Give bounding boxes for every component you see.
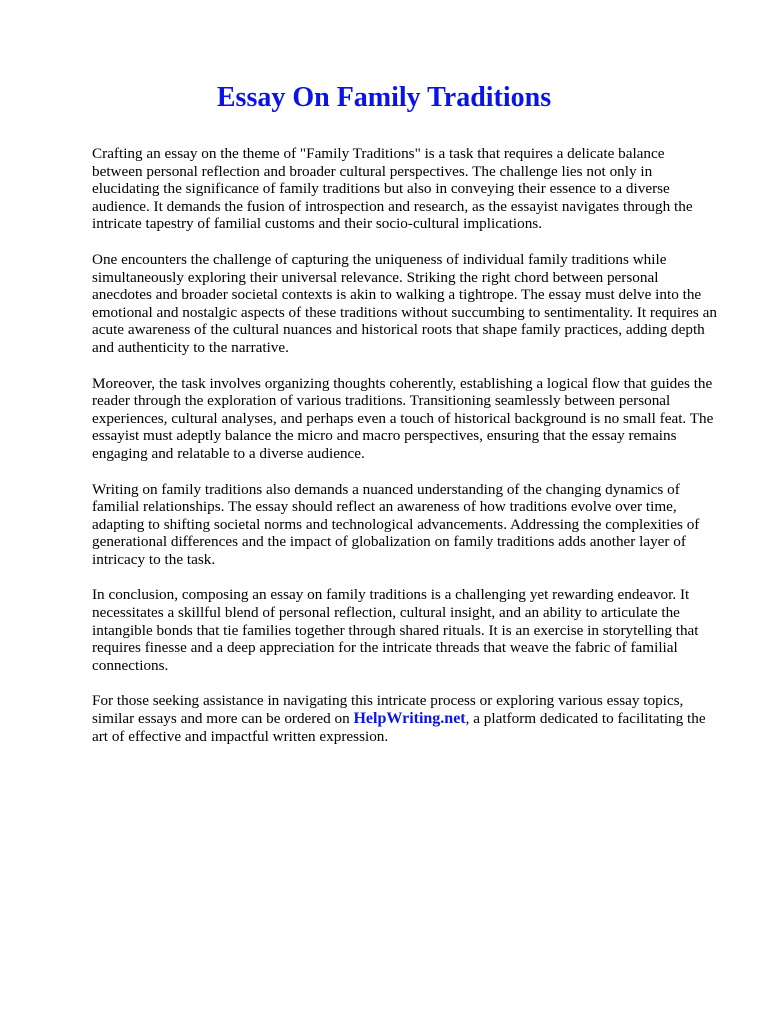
closing-text-before-link: For those seeking assistance in navigating this intricate process or exploring various essay topics, similar essays and more can be ordered on: [92, 692, 684, 728]
essay-body: [92, 145, 718, 763]
closing-paragraph: [92, 692, 718, 745]
closing-text-after-link: , a platform dedicated to facilitating the art of effective and impactful written expression.: [92, 710, 706, 745]
paragraph-2: One encounters the challenge of capturing the uniqueness of individual family traditions while simultaneously exploring their universal relevance. Striking the right chord between personal anecdotes and broader societal contexts is akin to walking a tightrope. The essay must delve into the emotional and nostalgic aspects of these traditions without succumbing to sentimentality. It requires an acute awareness of the cultural nuances and historical roots that shape family practices, adding depth and authenticity to the narrative.: [92, 250, 717, 356]
paragraph-3: Moreover, the task involves organizing thoughts coherently, establishing a logical flow that guides the reader through the exploration of various traditions. Transitioning seamlessly between personal experiences, cultural analyses, and perhaps even a touch of historical background is no small feat. The essayist must adeptly balance the micro and macro perspectives, ensuring that the essay remains engaging and relatable to a diverse audience.: [92, 374, 714, 462]
paragraph-1: Crafting an essay on the theme of "Family Traditions" is a task that requires a delicate balance between personal reflection and broader cultural perspectives. The challenge lies not only in elucidating the significance of family traditions but also in conveying their essence to a diverse audience. It demands the fusion of introspection and research, as the essayist navigates through the intricate tapestry of familial customs and their socio-cultural implications.: [92, 145, 693, 233]
helpwriting-link[interactable]: HelpWriting.net: [353, 710, 466, 728]
paragraph-4: Writing on family traditions also demands a nuanced understanding of the changing dynamics of familial relationships. The essay should reflect an awareness of how traditions evolve over time, adapting to shifting societal norms and technological advancements. Addressing the complexities of generational differences and the impact of globalization on family traditions adds another layer of intricacy to the task.: [92, 480, 700, 568]
page-title: Essay On Family Traditions: [216, 82, 552, 113]
paragraph-5: In conclusion, composing an essay on family traditions is a challenging yet rewarding endeavor. It necessitates a skillful blend of personal reflection, cultural insight, and an ability to articulate the intangible bonds that tie families together through shared rituals. It is an exercise in storytelling that requires finesse and a deep appreciation for the intricate threads that weave the fabric of familial connections.: [92, 586, 699, 674]
